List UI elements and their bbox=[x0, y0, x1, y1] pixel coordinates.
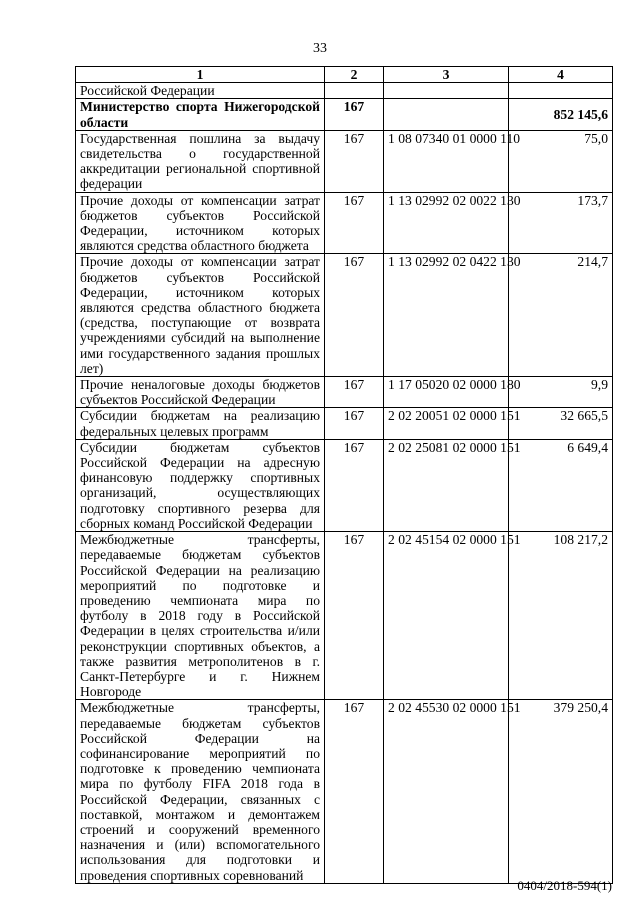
table-row bbox=[76, 532, 613, 700]
table-row bbox=[76, 408, 613, 439]
row-amount: 173,7 bbox=[509, 192, 613, 254]
row-budget-code: 2 02 45530 02 0000 151 bbox=[384, 700, 509, 883]
row-name: Государственная пошлина за выдачу свидетельства о государственной аккредитации региональной спортивной федерации bbox=[76, 130, 325, 192]
row-budget-code: 2 02 20051 02 0000 151 bbox=[384, 408, 509, 439]
row-budget-code: 1 13 02992 02 0022 130 bbox=[384, 192, 509, 254]
row-amount: 32 665,5 bbox=[509, 408, 613, 439]
row-admin-code: 167 bbox=[325, 408, 384, 439]
row-name: Межбюджетные трансферты, передаваемые бюджетам субъектов Российской Федерации на реализацию мероприятий по подготовке и проведению чемпионата мира по футболу в 2018 году в Российской Федерации в целях строительства и/или реконструкции спортивных объектов, а также развития метрополитенов в г. Санкт-Петербурге и г. Нижнем Новгороде bbox=[76, 532, 325, 700]
row-budget-code: 1 13 02992 02 0422 130 bbox=[384, 254, 509, 377]
column-header: 1 bbox=[76, 67, 325, 83]
row-admin-code: 167 bbox=[325, 532, 384, 700]
document-footer-code: 0404/2018-594(1) bbox=[517, 878, 612, 893]
row-admin-code: 167 bbox=[325, 99, 384, 130]
table-row bbox=[76, 83, 613, 99]
row-name: Межбюджетные трансферты, передаваемые бюджетам субъектов Российской Федерации на софинансирование мероприятий по подготовке к проведению чемпионата мира по футболу FIFA 2018 года в Российской Федерации, связанных с поставкой, монтажом и демонтажем строений и сооружений временного назначения и (или) вспомогательного использования для подготовки и проведения спортивных соревнований bbox=[76, 700, 325, 883]
table-row bbox=[76, 700, 613, 883]
row-name: Министерство спорта Нижегородской области bbox=[76, 99, 325, 130]
row-amount: 852 145,6 bbox=[509, 99, 613, 130]
row-amount: 9,9 bbox=[509, 377, 613, 408]
table-row bbox=[76, 377, 613, 408]
row-admin-code bbox=[325, 83, 384, 99]
row-amount bbox=[509, 83, 613, 99]
row-budget-code: 2 02 45154 02 0000 151 bbox=[384, 532, 509, 700]
table-row bbox=[76, 254, 613, 377]
row-admin-code: 167 bbox=[325, 192, 384, 254]
row-budget-code: 2 02 25081 02 0000 151 bbox=[384, 439, 509, 531]
row-amount: 6 649,4 bbox=[509, 439, 613, 531]
column-header: 3 bbox=[384, 67, 509, 83]
table-row bbox=[76, 192, 613, 254]
table-row bbox=[76, 439, 613, 531]
row-budget-code bbox=[384, 99, 509, 130]
row-admin-code: 167 bbox=[325, 700, 384, 883]
row-name: Субсидии бюджетам субъектов Российской Федерации на адресную финансовую поддержку спортивных организаций, осуществляющих подготовку спортивного резерва для сборных команд Российской Федерации bbox=[76, 439, 325, 531]
row-admin-code: 167 bbox=[325, 377, 384, 408]
table-row bbox=[76, 130, 613, 192]
row-name: Прочие доходы от компенсации затрат бюджетов субъектов Российской Федерации, источником которых являются средства областного бюджета (средства, поступающие от возврата учреждениями субсидий на выполнение ими государственного задания прошлых лет) bbox=[76, 254, 325, 377]
row-name: Прочие неналоговые доходы бюджетов субъектов Российской Федерации bbox=[76, 377, 325, 408]
column-header: 2 bbox=[325, 67, 384, 83]
row-name: Субсидии бюджетам на реализацию федеральных целевых программ bbox=[76, 408, 325, 439]
row-budget-code: 1 17 05020 02 0000 180 bbox=[384, 377, 509, 408]
row-name: Прочие доходы от компенсации затрат бюджетов субъектов Российской Федерации, источником которых являются средства областного бюджета bbox=[76, 192, 325, 254]
row-amount: 108 217,2 bbox=[509, 532, 613, 700]
row-admin-code: 167 bbox=[325, 130, 384, 192]
column-header: 4 bbox=[509, 67, 613, 83]
row-amount: 379 250,4 bbox=[509, 700, 613, 883]
page-number: 33 bbox=[313, 41, 327, 56]
row-admin-code: 167 bbox=[325, 439, 384, 531]
row-amount: 75,0 bbox=[509, 130, 613, 192]
row-budget-code: 1 08 07340 01 0000 110 bbox=[384, 130, 509, 192]
row-budget-code bbox=[384, 83, 509, 99]
table-header-row bbox=[76, 67, 613, 83]
revenue-table bbox=[75, 66, 613, 884]
row-admin-code: 167 bbox=[325, 254, 384, 377]
row-amount: 214,7 bbox=[509, 254, 613, 377]
row-name: Российской Федерации bbox=[76, 83, 325, 99]
table-row-ministry bbox=[76, 99, 613, 130]
